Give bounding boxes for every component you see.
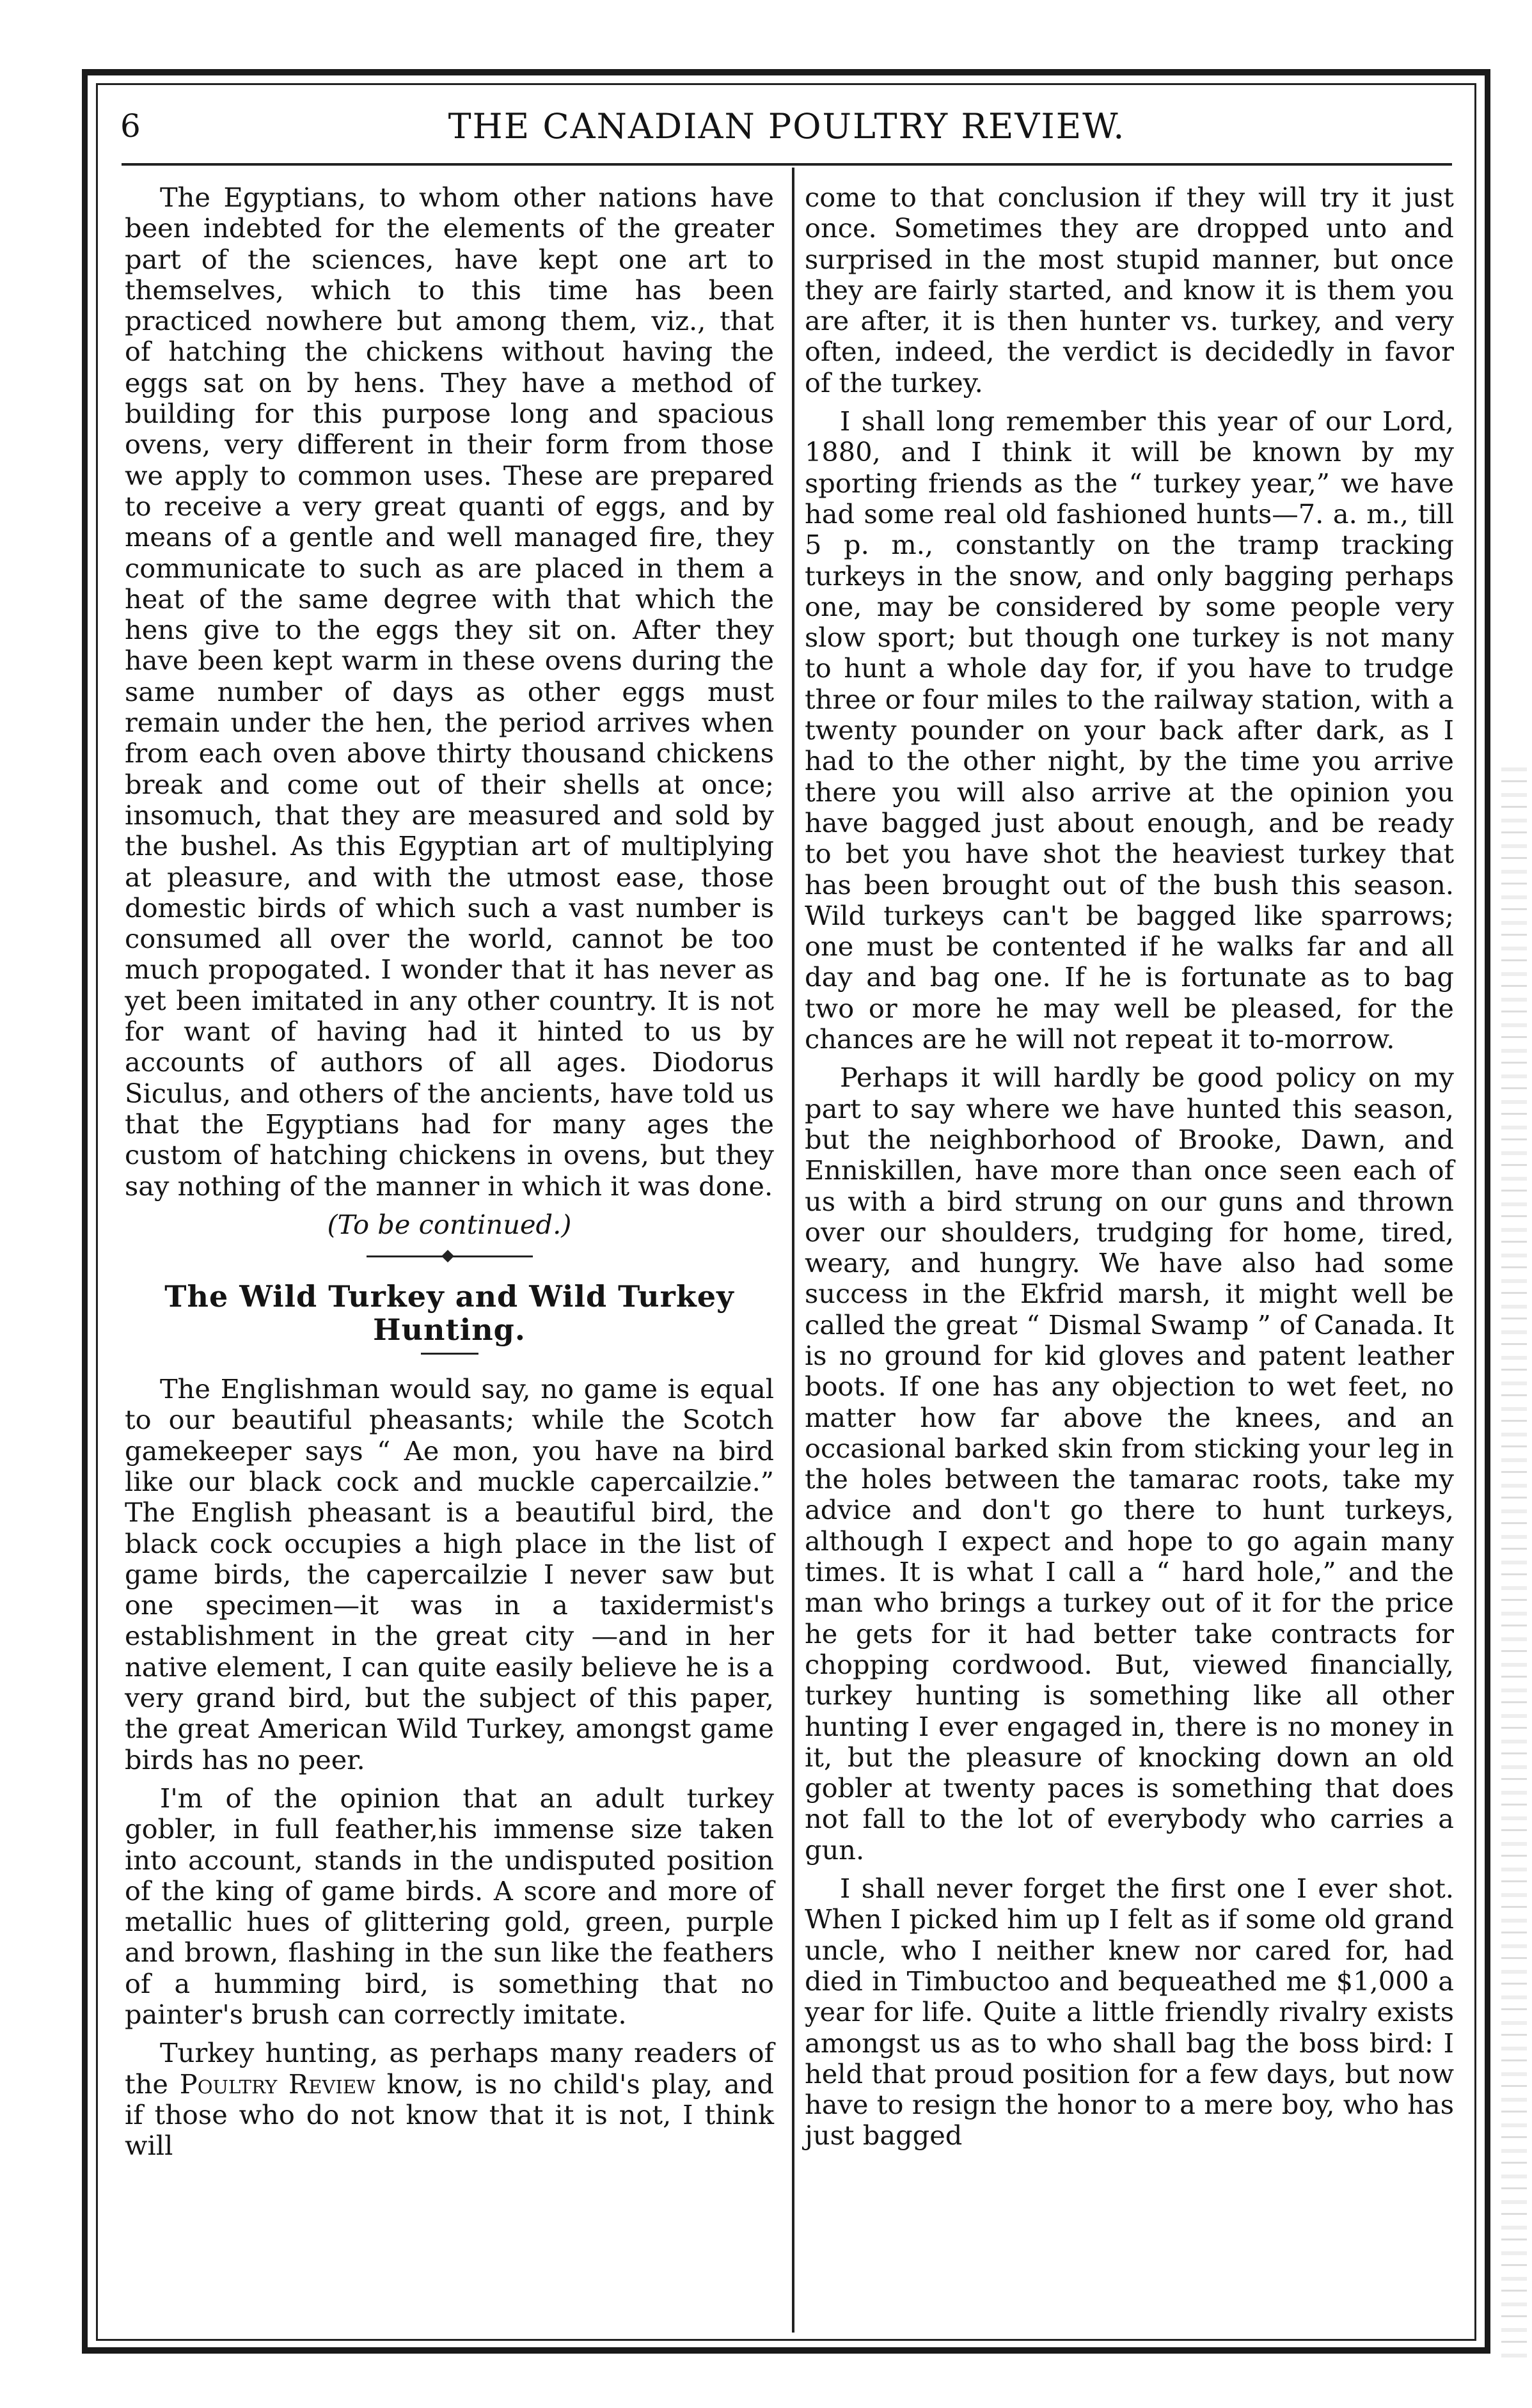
article-paragraph-continued: come to that conclusion if they will try it just once. Sometimes they are dropped unto and surprised in the most stupid manner, but once they are fairly started, and know it is them you are after, it is then hunter vs. turkey, and very often, indeed, the verdict is decidedly in favor of the turkey. <box>805 182 1454 398</box>
right-column <box>805 182 1454 2159</box>
egypt-paragraph: The Egyptians, to whom other nations have been indebted for the elements of the greater part of the sciences, have kept one art to themselves, which to this time has been practiced nowhere but among them, viz., that of hatching the chickens without having the eggs sat on by hens. They have a method of building for this purpose long and spacious ovens, very different in their form from those we apply to common uses. These are prepared to receive a very great quanti of eggs, and by means of a gentle and well managed fire, they communicate to such as are placed in them a heat of the same degree with that which the hens give to the eggs they sit on. After they have been kept warm in these ovens during the same number of days as other eggs must remain under the hen, the period arrives when from each oven above thirty thousand chickens break and come out of their shells at once; insomuch, that they are measured and sold by the bushel. As this Egyptian art of multiplying at pleasure, and with the utmost ease, those domestic birds of which such a vast number is consumed all over the world, cannot be too much propogated. I wonder that it has never as yet been imitated in any other country. It is not for want of having had it hinted to us by accounts of authors of all ages. Diodorus Siculus, and others of the ancients, have told us that the Egyptians had for many ages the custom of hatching chickens in ovens, but they say nothing of the manner in which it was done. <box>125 182 774 1202</box>
page-header <box>109 102 1465 160</box>
left-column <box>125 182 774 2169</box>
paragraph-text: Turkey hunting, as perhaps many readers of the <box>125 2037 774 2100</box>
title-rule <box>421 1353 478 1355</box>
article-paragraph-4: I shall long remember this year of our Lord, 1880, and I think it will be known by my sporting friends as the “ turkey year,” we have had some real old fashioned hunts—7. a. m., till 5 p. m., constantly on the tramp tracking turkeys in the snow, and only bagging perhaps one, may be considered by some people very slow sport; but though one turkey is not many to hunt a whole day for, if you have to trudge three or four miles to the railway station, with a twenty pounder on your back after dark, as I had to the other night, by the time you arrive there you will also arrive at the opinion you have bagged just about enough, and be ready to bet you have shot the heaviest turkey that has been brought out of the bush this season. Wild turkeys can't be bagged like sparrows; one must be contented if he walks far and all day and bag one. If he is fortunate as to bag two or more he may well be pleased, for the chances are he will not repeat it to-morrow. <box>805 405 1454 1055</box>
section-ornament <box>367 1252 533 1261</box>
article-paragraph-6: I shall never forget the first one I ever shot. When I picked him up I felt as if some old grand uncle, who I neither knew nor cared for, had died in Timbuctoo and bequeathed me $1,000 a year for life. Quite a little friendly rivalry exists amongst us as to who shall bag the boss bird: I held that proud position for a few days, but now have to resign the honor to a mere boy, who has just bagged <box>805 1873 1454 2152</box>
header-rule <box>122 163 1452 166</box>
article-title <box>125 1280 774 1346</box>
article-title-line2: Hunting. <box>373 1312 526 1348</box>
article-paragraph-3 <box>125 2038 774 2161</box>
page-number: 6 <box>120 107 141 145</box>
article-paragraph-1: The Englishman would say, no game is equal to our beautiful pheasants; while the Scotch gamekeeper says “ Ae mon, you have na bird like our black cock and muckle capercailzie.” The English pheasant is a beautiful bird, the black cock occupies a high place in the list of game birds, the capercailzie I never saw but one specimen—it was in a taxidermist's establishment in the great city —and in her native element, I can quite easily believe he is a very grand bird, but the subject of this paper, the great American Wild Turkey, amongst game birds has no peer. <box>125 1373 774 1775</box>
column-divider <box>792 168 794 2333</box>
scan-edge-artifact <box>1501 767 1527 2366</box>
paragraph-text: know, is no child's play, and if those who do not know that it is not, I think will <box>125 2068 774 2162</box>
article-paragraph-2: I'm of the opinion that an adult turkey gobler, in full feather,his immense size taken into account, stands in the undisputed position of the king of game birds. A score and more of metallic hues of glittering gold, green, purple and brown, flashing in the sun like the feathers of a humming bird, is something that no painter's brush can correctly imitate. <box>125 1782 774 2031</box>
journal-title: THE CANADIAN POULTRY REVIEW. <box>448 106 1126 146</box>
continued-note: (To be continued.) <box>327 1208 572 1240</box>
journal-reference: Poultry Review <box>179 2068 375 2100</box>
article-paragraph-5: Perhaps it will hardly be good policy on my part to say where we have hunted this season, but the neighborhood of Brooke, Dawn, and Enniskillen, have more than once seen each of us with a bird strung on our guns and thrown over our shoulders, trudging for home, tired, weary, and hungry. We have also had some success in the Ekfrid marsh, it might well be called the great “ Dismal Swamp ” of Canada. It is no ground for kid gloves and patent leather boots. If one has any objection to wet feet, no matter how far above the knees, and an occasional barked skin from sticking your leg in the holes between the tamarac roots, take my advice and don't go there to hunt turkeys, although I expect and hope to go again many times. It is what I call a “ hard hole,” and the man who brings a turkey out of it for the price he gets for it had better take contracts for chopping cordwood. But, viewed financially, turkey hunting is something like all other hunting I ever engaged in, there is no money in it, but the pleasure of knocking down an old gobler at twenty paces is something that does not fall to the lot of everybody who carries a gun. <box>805 1062 1454 1866</box>
article-title-line1: The Wild Turkey and Wild Turkey <box>164 1279 734 1314</box>
